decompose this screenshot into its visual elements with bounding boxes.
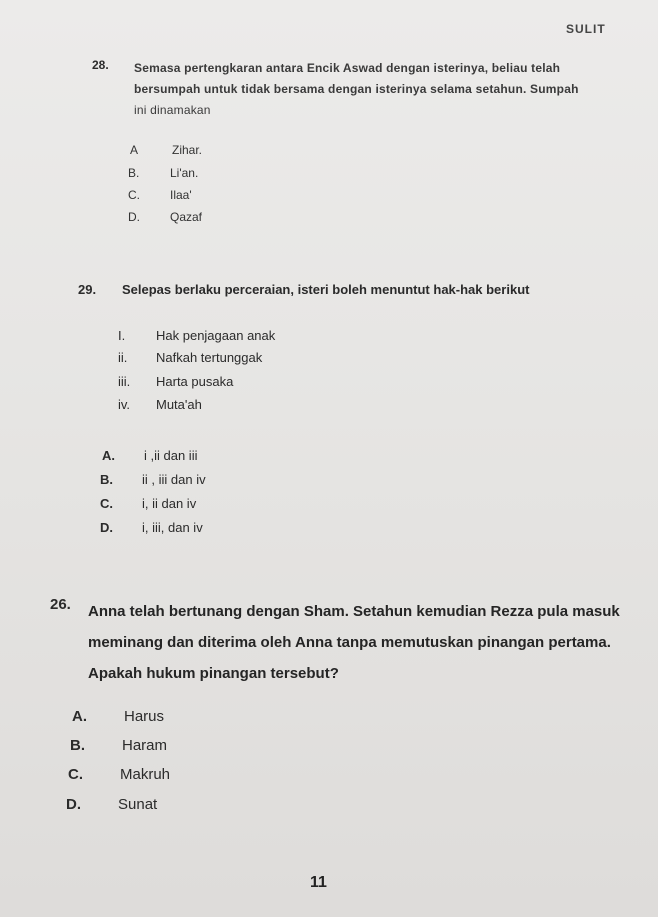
question-text xyxy=(134,58,579,121)
option-label: C. xyxy=(68,766,83,783)
statement-text: Nafkah tertunggak xyxy=(156,350,263,365)
question-text: Selepas berlaku perceraian, isteri boleh menuntut hak-hak berikut xyxy=(122,282,530,297)
option-label: D. xyxy=(128,210,140,224)
statement-text: Harta pusaka xyxy=(156,374,234,389)
option-text: Ilaa' xyxy=(170,188,192,202)
question-number: 28. xyxy=(92,58,109,72)
option-label: B. xyxy=(70,737,85,754)
question-line: Semasa pertengkaran antara Encik Aswad dengan isterinya, beliau telah xyxy=(134,61,561,75)
option-label: C. xyxy=(128,188,140,202)
option-text: Makruh xyxy=(120,766,171,783)
option-text: ii , iii dan iv xyxy=(142,472,206,487)
option-label: A. xyxy=(102,448,115,463)
option-label: B. xyxy=(100,472,113,487)
statement-text: Muta'ah xyxy=(156,397,202,412)
option-text: i, ii dan iv xyxy=(142,496,197,511)
classification-mark: SULIT xyxy=(566,22,606,36)
option-label: A xyxy=(130,143,139,157)
question-text xyxy=(88,596,620,689)
option-text: Haram xyxy=(122,737,168,754)
option-text: Sunat xyxy=(118,796,158,813)
option-text: Zihar. xyxy=(172,143,203,157)
option-label: D. xyxy=(100,520,113,535)
option-text: i ,ii dan iii xyxy=(144,448,198,463)
page-number: 11 xyxy=(310,874,327,891)
option-text: Qazaf xyxy=(170,210,203,224)
question-line: ini dinamakan xyxy=(134,103,211,117)
statement-label: I. xyxy=(118,328,126,343)
question-line: meminang dan diterima oleh Anna tanpa memutuskan pinangan pertama. xyxy=(88,634,611,651)
statement-text: Hak penjagaan anak xyxy=(156,328,276,343)
option-label: A. xyxy=(72,708,87,725)
option-label: D. xyxy=(66,796,81,813)
question-line: Anna telah bertunang dengan Sham. Setahun kemudian Rezza pula masuk xyxy=(88,603,620,620)
option-label: C. xyxy=(100,496,113,511)
option-label: B. xyxy=(128,166,140,180)
question-line: Apakah hukum pinangan tersebut? xyxy=(88,665,339,682)
question-number: 29. xyxy=(78,282,97,297)
question-line: bersumpah untuk tidak bersama dengan isterinya selama setahun. Sumpah xyxy=(134,82,579,96)
option-text: Harus xyxy=(124,708,165,725)
statement-label: iii. xyxy=(118,374,131,389)
option-text: i, iii, dan iv xyxy=(142,520,203,535)
statement-label: ii. xyxy=(118,350,128,365)
statement-label: iv. xyxy=(118,397,131,412)
question-number: 26. xyxy=(50,596,71,613)
option-text: Li'an. xyxy=(170,166,199,180)
